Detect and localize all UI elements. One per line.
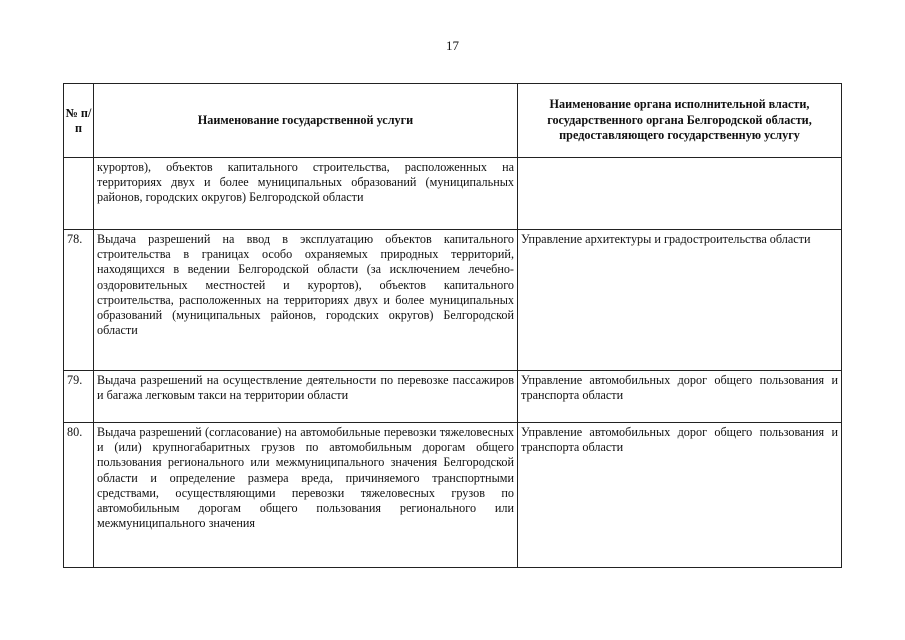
row-organization: Управление автомобильных дорог общего пользования и транспорта области — [518, 371, 842, 423]
row-service: Выдача разрешений на ввод в эксплуатацию объектов капитального строительства в границах особо охраняемых природных территорий, находящихся в ведении Белгородской области (за исключением лечебно-оздоровительных местностей и курортов), объектов капитального строительства, расположенных на территориях двух и более муниципальных образований (муниципальных районов, городских округов) Белгородской области — [94, 230, 518, 371]
row-number — [64, 158, 94, 230]
header-organization: Наименование органа исполнительной власти, государственного органа Белгородской области, предоставляющего государственную услугу — [518, 84, 842, 158]
table-row — [64, 230, 842, 371]
row-number: 78. — [64, 230, 94, 371]
row-number: 80. — [64, 423, 94, 568]
row-organization — [518, 158, 842, 230]
table-row — [64, 371, 842, 423]
table-header — [64, 84, 842, 158]
table-row — [64, 423, 842, 568]
page-number: 17 — [446, 38, 459, 53]
row-service: курортов), объектов капитального строительства, расположенных на территориях двух и более муниципальных образований (муниципальных районов, городских округов) Белгородской области — [94, 158, 518, 230]
row-organization: Управление архитектуры и градостроительства области — [518, 230, 842, 371]
header-number: № п/п — [64, 84, 94, 158]
header-service: Наименование государственной услуги — [94, 84, 518, 158]
row-number: 79. — [64, 371, 94, 423]
row-organization: Управление автомобильных дорог общего пользования и транспорта области — [518, 423, 842, 568]
row-service: Выдача разрешений (согласование) на автомобильные перевозки тяжеловесных и (или) крупногабаритных грузов по автомобильным дорогам общего пользования регионального или межмуниципального значения Белгородской области и определение размера вреда, причиняемого транспортными средствами, осуществляющими перевозки тяжеловесных грузов по автомобильным дорогам общего пользования регионального или межмуниципального значения — [94, 423, 518, 568]
row-service: Выдача разрешений на осуществление деятельности по перевозке пассажиров и багажа легковым такси на территории области — [94, 371, 518, 423]
table-row — [64, 158, 842, 230]
services-table — [63, 83, 842, 568]
